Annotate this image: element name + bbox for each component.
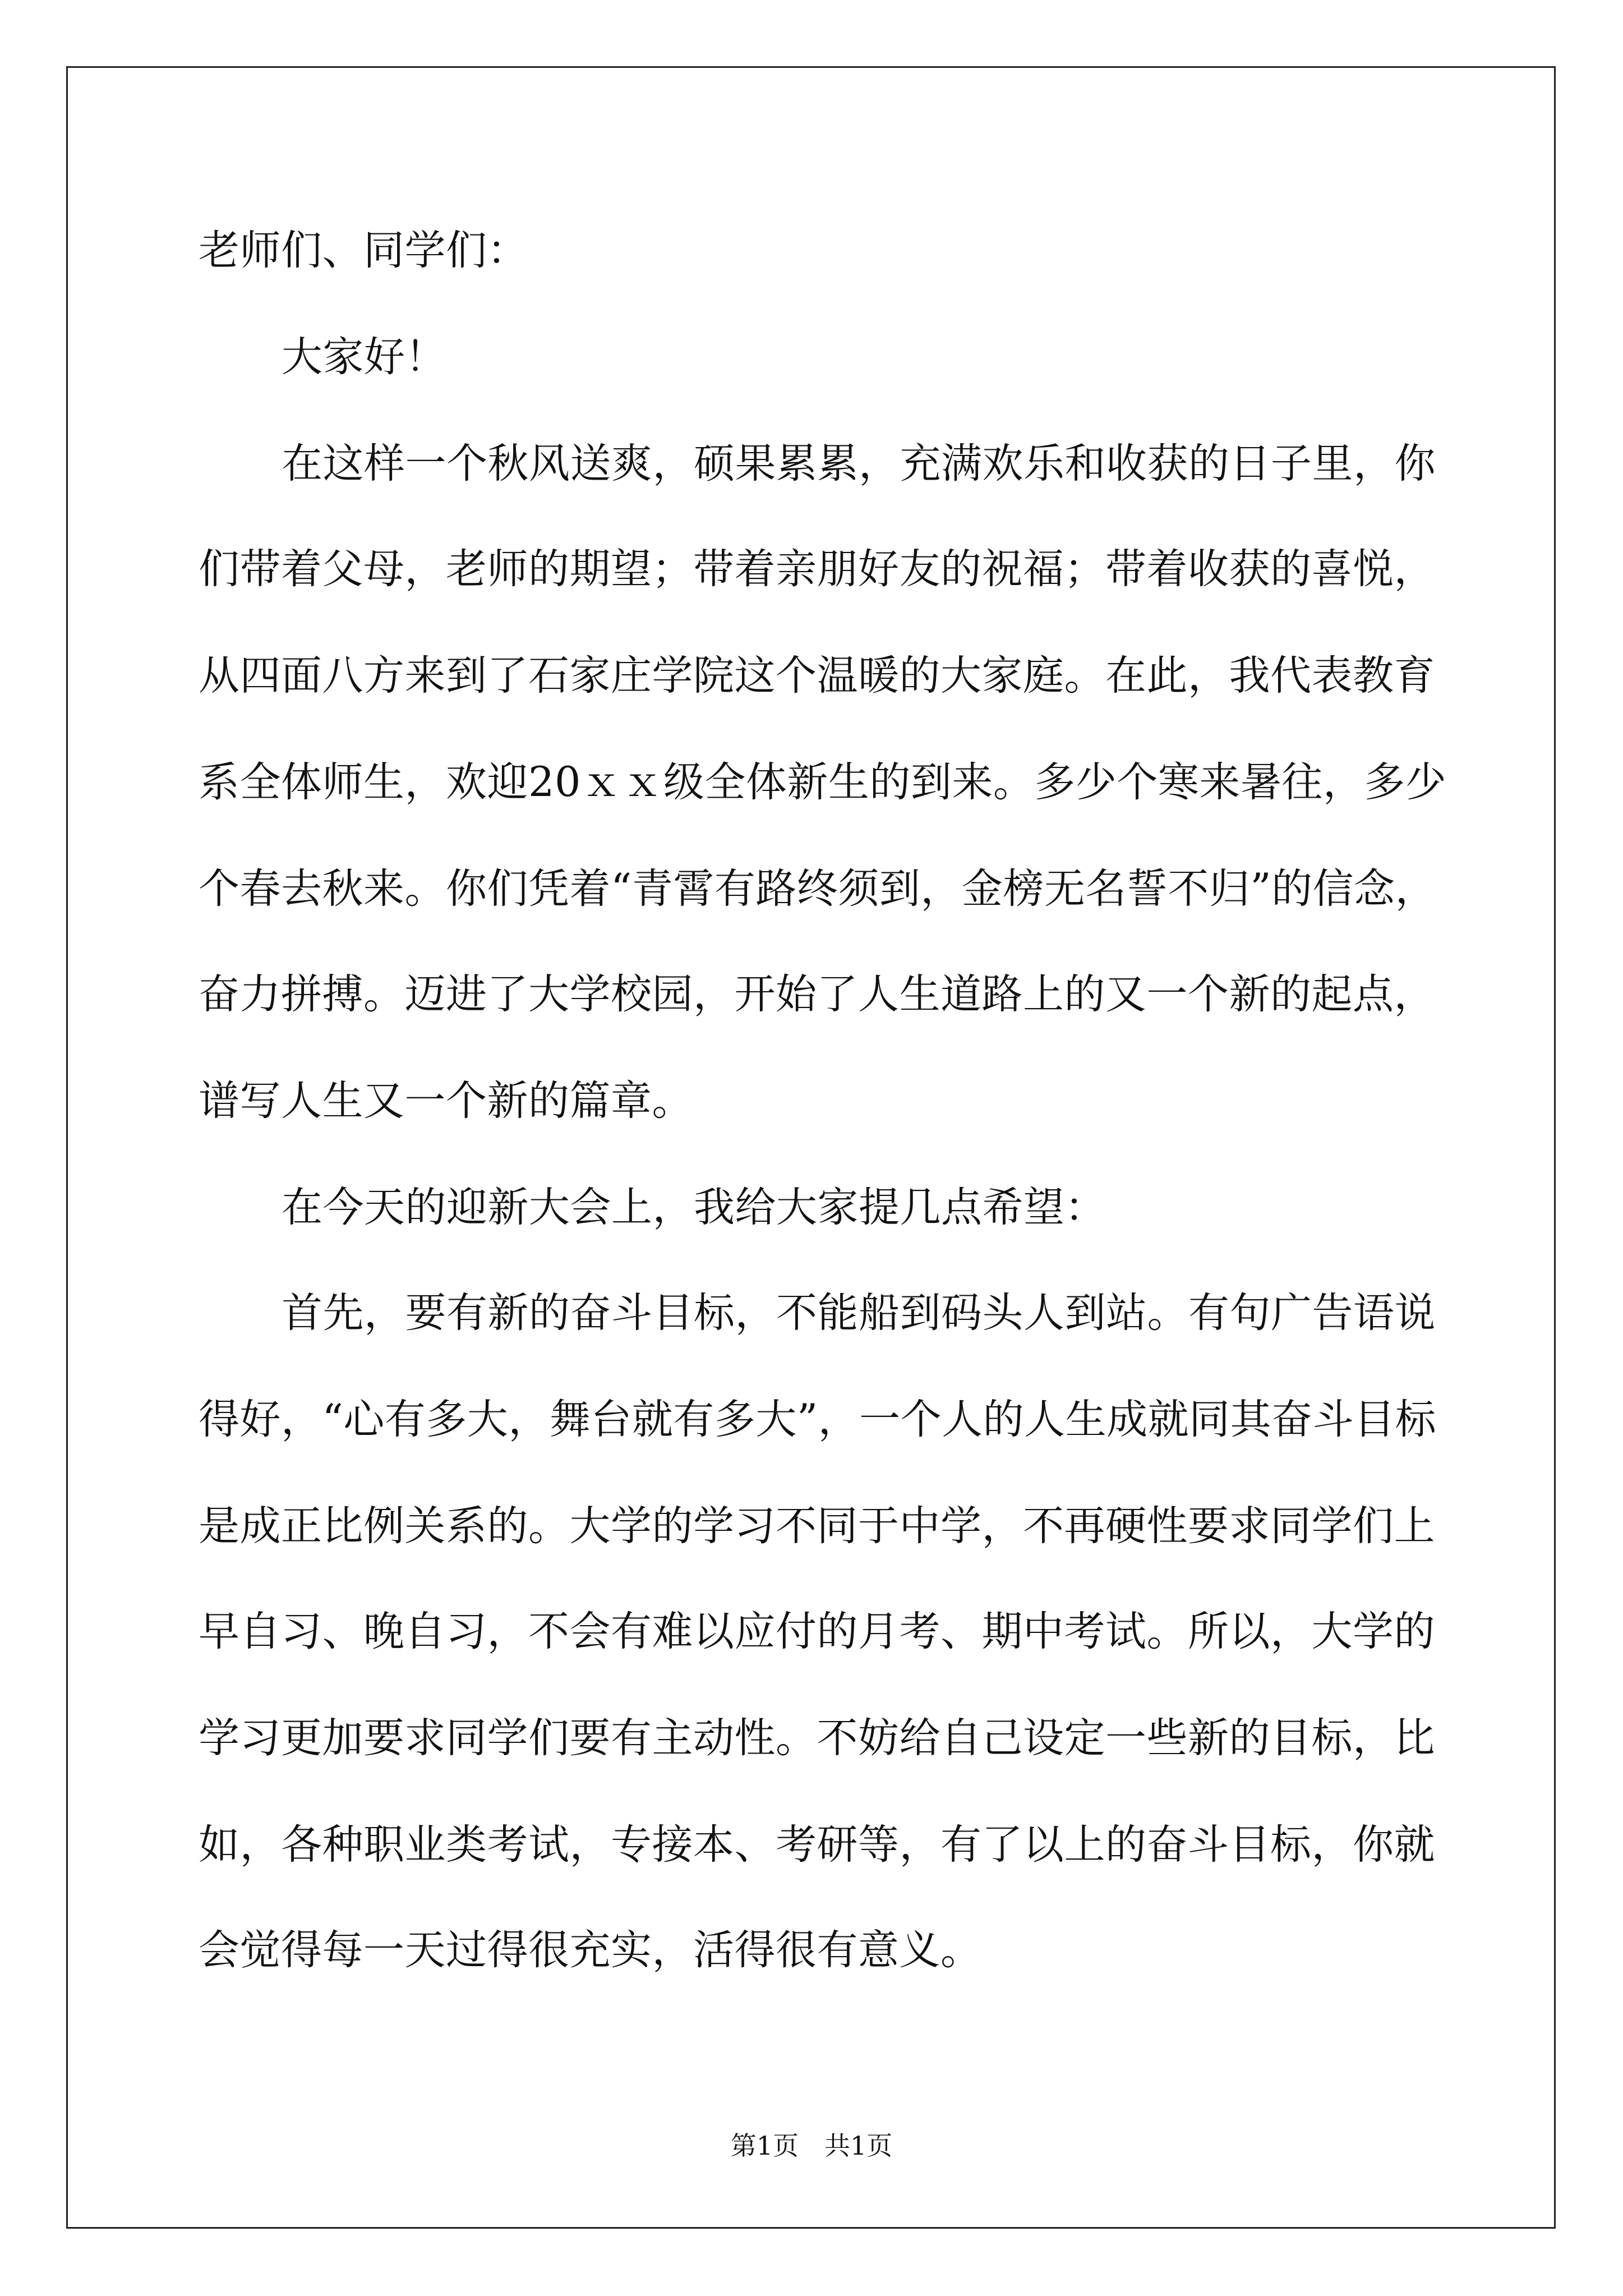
paragraph-line: 如，各种职业类考试，专接本、考研等，有了以上的奋斗目标，你就 <box>199 1821 1435 1869</box>
paragraph-line: 学习更加要求同学们要有主动性。不妨给自己设定一些新的目标，比 <box>199 1714 1435 1762</box>
paragraph-line: 们带着父母，老师的期望；带着亲朋好友的祝福；带着收获的喜悦， <box>199 545 1435 593</box>
salutation: 老师们、同学们： <box>199 227 528 274</box>
greeting: 大家好！ <box>282 333 446 381</box>
paragraph-line: 早自习、晚自习，不会有难以应付的月考、期中考试。所以，大学的 <box>199 1608 1435 1655</box>
paragraph-line: 在今天的迎新大会上，我给大家提几点希望： <box>282 1184 1106 1231</box>
paragraph-line: 得好，“心有多大，舞台就有多大”，一个人的人生成就同其奋斗目标 <box>199 1396 1437 1443</box>
paragraph-line: 系全体师生，欢迎20ｘｘ级全体新生的到来。多少个寒来暑往，多少 <box>199 758 1447 806</box>
paragraph-line: 个春去秋来。你们凭着“青霄有路终须到，金榜无名誓不归”的信念， <box>199 865 1437 913</box>
paragraph-line: 在这样一个秋风送爽，硕果累累，充满欢乐和收获的日子里，你 <box>282 440 1436 487</box>
paragraph-line: 从四面八方来到了石家庄学院这个温暖的大家庭。在此，我代表教育 <box>199 652 1435 700</box>
paragraph-line: 首先，要有新的奋斗目标，不能船到码头人到站。有句广告语说 <box>282 1289 1436 1337</box>
page-number-footer: 第1页 共1页 <box>730 2131 893 2161</box>
paragraph-line: 会觉得每一天过得很充实，活得很有意义。 <box>199 1926 982 1974</box>
paragraph-line: 是成正比例关系的。大学的学习不同于中学，不再硬性要求同学们上 <box>199 1502 1435 1550</box>
page-border <box>66 66 1556 2229</box>
paragraph-line: 谱写人生又一个新的篇章。 <box>199 1077 693 1125</box>
paragraph-line: 奋力拼搏。迈进了大学校园，开始了人生道路上的又一个新的起点， <box>199 970 1435 1018</box>
